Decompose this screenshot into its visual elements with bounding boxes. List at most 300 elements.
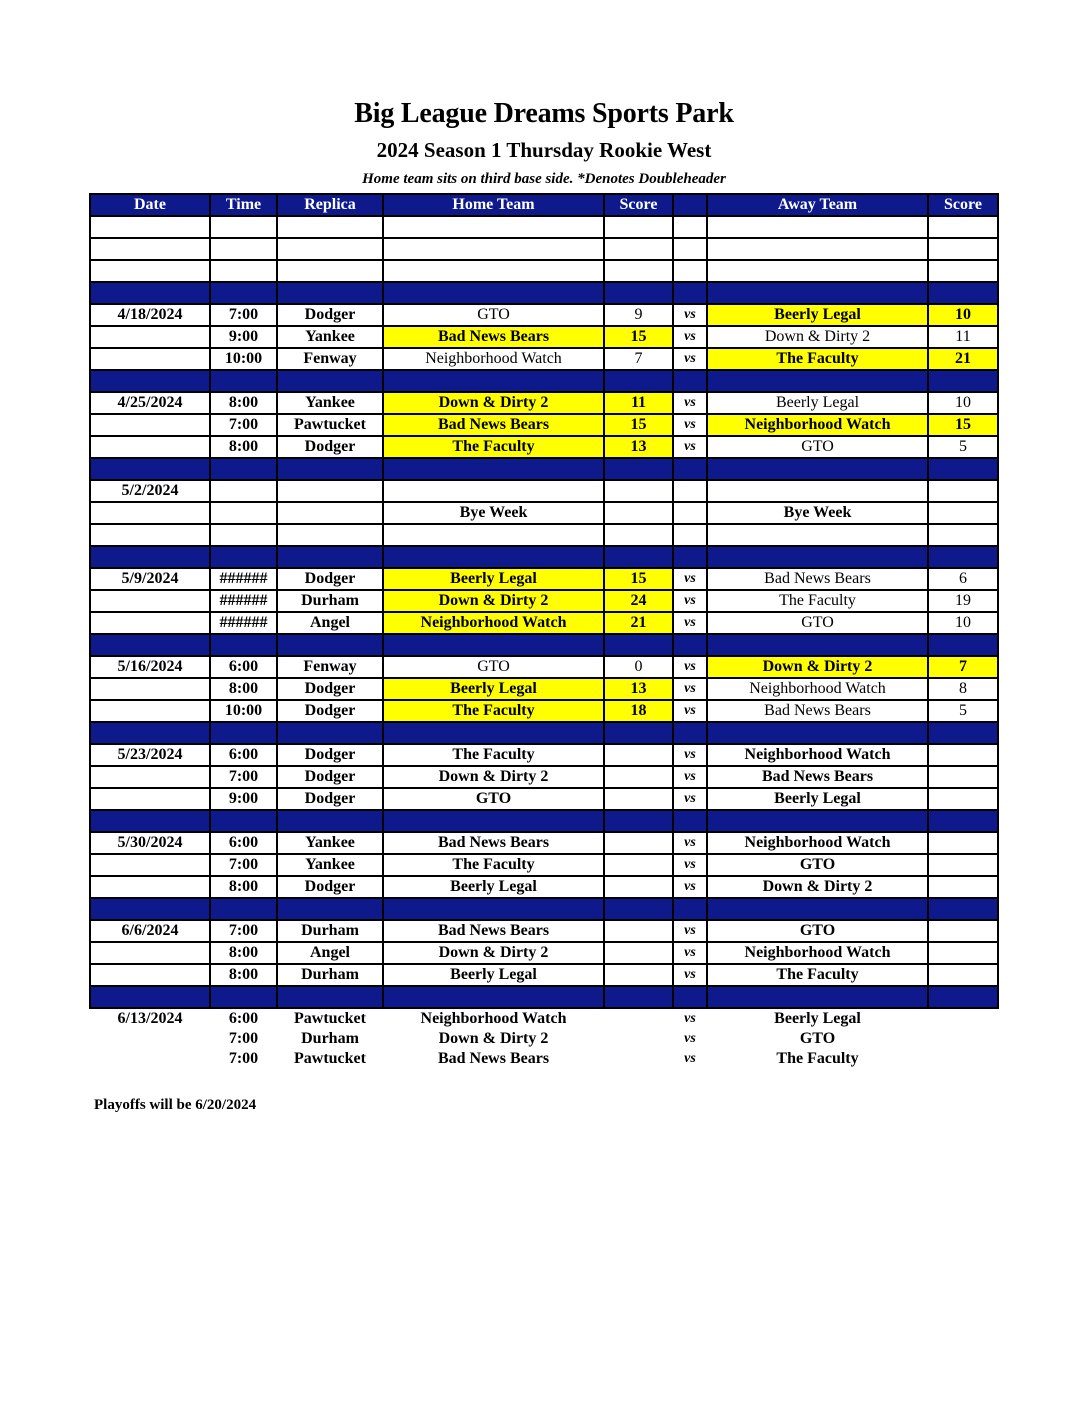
empty-cell xyxy=(707,238,928,260)
date-cell xyxy=(90,590,210,612)
time-cell: 7:00 xyxy=(210,766,277,788)
separator-cell xyxy=(383,722,604,744)
replica-cell: Durham xyxy=(277,920,383,942)
away-score-cell xyxy=(928,1029,998,1049)
col-header-home-team: Home Team xyxy=(383,194,604,216)
separator-cell xyxy=(383,898,604,920)
game-row xyxy=(90,436,998,458)
week-separator-row xyxy=(90,634,998,656)
home-team-cell: The Faculty xyxy=(383,436,604,458)
game-row xyxy=(90,832,998,854)
separator-cell xyxy=(210,458,277,480)
separator-cell xyxy=(383,810,604,832)
vs-cell: vs xyxy=(673,788,707,810)
blank-row xyxy=(90,524,998,546)
week-separator-row xyxy=(90,458,998,480)
away-score-cell: 5 xyxy=(928,700,998,722)
home-score-cell xyxy=(604,788,673,810)
replica-cell: Dodger xyxy=(277,678,383,700)
separator-cell xyxy=(928,810,998,832)
replica-cell: Pawtucket xyxy=(277,414,383,436)
date-cell xyxy=(90,326,210,348)
date-cell: 5/16/2024 xyxy=(90,656,210,678)
empty-cell xyxy=(383,524,604,546)
away-score-cell xyxy=(928,766,998,788)
empty-cell xyxy=(210,216,277,238)
time-cell: 8:00 xyxy=(210,964,277,986)
home-score-cell: 13 xyxy=(604,678,673,700)
away-team-cell: Down & Dirty 2 xyxy=(707,326,928,348)
replica-cell: Durham xyxy=(277,590,383,612)
home-score-cell: 15 xyxy=(604,414,673,436)
time-cell: 6:00 xyxy=(210,744,277,766)
week-separator-row xyxy=(90,370,998,392)
away-score-cell xyxy=(928,920,998,942)
time-cell: 7:00 xyxy=(228,1030,259,1047)
home-score-cell xyxy=(604,854,673,876)
home-score-cell xyxy=(604,920,673,942)
home-team-cell: Bye Week xyxy=(383,502,604,524)
game-row xyxy=(90,678,998,700)
away-score-cell xyxy=(928,832,998,854)
date-cell xyxy=(90,788,210,810)
separator-cell xyxy=(604,458,673,480)
date-cell xyxy=(90,964,210,986)
separator-cell xyxy=(707,546,928,568)
separator-cell xyxy=(928,722,998,744)
away-team-cell: Bad News Bears xyxy=(707,700,928,722)
home-team-cell: Beerly Legal xyxy=(383,876,604,898)
empty-cell xyxy=(707,524,928,546)
game-row xyxy=(90,1029,998,1049)
week-separator-row xyxy=(90,986,998,1008)
empty-cell xyxy=(90,260,210,282)
separator-cell xyxy=(277,282,383,304)
empty-cell xyxy=(928,260,998,282)
away-score-cell: 11 xyxy=(928,326,998,348)
game-row xyxy=(90,304,998,326)
separator-cell xyxy=(673,546,707,568)
away-score-cell xyxy=(928,854,998,876)
empty-cell xyxy=(604,216,673,238)
empty-cell xyxy=(383,216,604,238)
separator-cell xyxy=(277,810,383,832)
col-header-time: Time xyxy=(210,194,277,216)
game-row xyxy=(90,942,998,964)
home-team-cell: GTO xyxy=(383,788,604,810)
home-team-cell: GTO xyxy=(383,304,604,326)
time-cell: 7:00 xyxy=(210,304,277,326)
time-cell: ###### xyxy=(210,568,277,590)
away-team-cell: Down & Dirty 2 xyxy=(707,656,928,678)
game-row xyxy=(90,326,998,348)
home-team-cell: GTO xyxy=(383,656,604,678)
date-cell: 6/13/2024 xyxy=(117,1010,183,1027)
week-separator-row xyxy=(90,722,998,744)
replica-cell: Dodger xyxy=(277,788,383,810)
home-team-cell: Neighborhood Watch xyxy=(383,348,604,370)
home-team-cell: Down & Dirty 2 xyxy=(383,942,604,964)
week-separator-row xyxy=(90,282,998,304)
vs-cell: vs xyxy=(673,436,707,458)
header-note: Home team sits on third base side. *Denotes Doubleheader xyxy=(362,171,726,187)
bye-week-row xyxy=(90,480,998,502)
separator-cell xyxy=(277,986,383,1008)
game-row xyxy=(90,414,998,436)
week-separator-row xyxy=(90,810,998,832)
away-score-cell xyxy=(928,942,998,964)
home-score-cell xyxy=(604,832,673,854)
home-score-cell: 9 xyxy=(604,304,673,326)
separator-cell xyxy=(210,634,277,656)
away-team-cell: Beerly Legal xyxy=(707,392,928,414)
away-score-cell xyxy=(928,788,998,810)
empty-cell xyxy=(604,238,673,260)
separator-cell xyxy=(90,986,210,1008)
separator-cell xyxy=(604,370,673,392)
blank-row xyxy=(90,216,998,238)
away-score-cell: 21 xyxy=(928,348,998,370)
separator-cell xyxy=(673,986,707,1008)
replica-cell: Dodger xyxy=(277,436,383,458)
replica-cell: Fenway xyxy=(277,348,383,370)
date-cell xyxy=(90,942,210,964)
separator-cell xyxy=(928,986,998,1008)
time-cell xyxy=(210,480,277,502)
time-cell: 8:00 xyxy=(210,942,277,964)
home-team-cell: Down & Dirty 2 xyxy=(383,766,604,788)
empty-cell xyxy=(210,238,277,260)
empty-cell xyxy=(928,524,998,546)
vs-cell: vs xyxy=(673,326,707,348)
date-cell: 5/30/2024 xyxy=(90,832,210,854)
separator-cell xyxy=(604,986,673,1008)
blank-row xyxy=(90,260,998,282)
away-team-cell xyxy=(707,480,928,502)
home-team-cell xyxy=(383,480,604,502)
home-score-cell xyxy=(604,766,673,788)
time-cell: 8:00 xyxy=(210,392,277,414)
vs-cell: vs xyxy=(673,392,707,414)
vs-cell: vs xyxy=(684,1051,696,1066)
home-team-cell: Down & Dirty 2 xyxy=(383,590,604,612)
date-cell: 6/6/2024 xyxy=(90,920,210,942)
away-team-cell: The Faculty xyxy=(707,964,928,986)
schedule-body xyxy=(90,216,998,1069)
separator-cell xyxy=(383,634,604,656)
empty-cell xyxy=(928,238,998,260)
away-team-cell: The Faculty xyxy=(776,1050,859,1067)
empty-cell xyxy=(707,260,928,282)
away-score-cell: 10 xyxy=(928,304,998,326)
away-score-cell: 6 xyxy=(928,568,998,590)
schedule-table xyxy=(89,193,999,1069)
vs-cell: vs xyxy=(673,612,707,634)
game-row xyxy=(90,348,998,370)
separator-cell xyxy=(928,458,998,480)
empty-cell xyxy=(673,238,707,260)
date-cell xyxy=(90,876,210,898)
game-row xyxy=(90,700,998,722)
separator-cell xyxy=(210,810,277,832)
separator-cell xyxy=(277,370,383,392)
date-cell: 5/2/2024 xyxy=(90,480,210,502)
time-cell: ###### xyxy=(210,590,277,612)
away-score-cell: 19 xyxy=(928,590,998,612)
replica-cell: Pawtucket xyxy=(294,1010,366,1027)
home-score-cell: 0 xyxy=(604,656,673,678)
time-cell: 10:00 xyxy=(210,700,277,722)
time-cell: 9:00 xyxy=(210,326,277,348)
away-score-cell xyxy=(928,502,998,524)
vs-cell: vs xyxy=(673,304,707,326)
time-cell: 8:00 xyxy=(210,436,277,458)
separator-cell xyxy=(90,370,210,392)
away-team-cell: GTO xyxy=(707,854,928,876)
date-cell xyxy=(90,436,210,458)
empty-cell xyxy=(383,238,604,260)
bye-week-row xyxy=(90,502,998,524)
vs-cell: vs xyxy=(673,590,707,612)
replica-cell: Dodger xyxy=(277,700,383,722)
home-score-cell xyxy=(604,942,673,964)
home-team-cell: Down & Dirty 2 xyxy=(383,392,604,414)
empty-cell xyxy=(673,216,707,238)
separator-cell xyxy=(604,810,673,832)
date-cell: 4/18/2024 xyxy=(90,304,210,326)
col-header-home-score: Score xyxy=(604,194,673,216)
separator-cell xyxy=(210,546,277,568)
home-score-cell xyxy=(604,480,673,502)
col-header-date: Date xyxy=(90,194,210,216)
away-score-cell xyxy=(928,744,998,766)
page-subtitle: 2024 Season 1 Thursday Rookie West xyxy=(376,138,712,162)
replica-cell: Dodger xyxy=(277,766,383,788)
game-row xyxy=(90,788,998,810)
separator-cell xyxy=(707,898,928,920)
home-score-cell: 11 xyxy=(604,392,673,414)
separator-cell xyxy=(673,810,707,832)
away-team-cell: Neighborhood Watch xyxy=(707,414,928,436)
away-score-cell xyxy=(928,876,998,898)
date-cell: 4/25/2024 xyxy=(90,392,210,414)
home-team-cell: Beerly Legal xyxy=(383,964,604,986)
vs-cell: vs xyxy=(673,876,707,898)
home-team-cell: Bad News Bears xyxy=(383,414,604,436)
empty-cell xyxy=(90,216,210,238)
replica-cell: Pawtucket xyxy=(294,1050,366,1067)
game-row xyxy=(90,1008,998,1029)
home-score-cell: 15 xyxy=(604,326,673,348)
home-score-cell: 15 xyxy=(604,568,673,590)
vs-cell: vs xyxy=(673,964,707,986)
away-team-cell: Down & Dirty 2 xyxy=(707,876,928,898)
vs-cell: vs xyxy=(673,920,707,942)
blank-row xyxy=(90,238,998,260)
vs-cell: vs xyxy=(684,1031,696,1046)
away-team-cell: GTO xyxy=(799,1030,836,1047)
separator-cell xyxy=(673,634,707,656)
away-team-cell: The Faculty xyxy=(707,590,928,612)
empty-cell xyxy=(210,260,277,282)
empty-cell xyxy=(928,216,998,238)
separator-cell xyxy=(604,634,673,656)
vs-cell: vs xyxy=(684,1011,696,1026)
vs-cell: vs xyxy=(673,942,707,964)
date-cell xyxy=(90,502,210,524)
separator-cell xyxy=(210,722,277,744)
time-cell: 8:00 xyxy=(210,876,277,898)
home-team-cell: Neighborhood Watch xyxy=(420,1010,567,1027)
empty-cell xyxy=(90,238,210,260)
game-row xyxy=(90,854,998,876)
replica-cell: Yankee xyxy=(277,392,383,414)
separator-cell xyxy=(673,898,707,920)
home-score-cell xyxy=(604,1049,673,1069)
replica-cell xyxy=(277,480,383,502)
separator-cell xyxy=(90,546,210,568)
week-separator-row xyxy=(90,898,998,920)
date-cell: 5/23/2024 xyxy=(90,744,210,766)
game-row xyxy=(90,920,998,942)
col-header-replica: Replica xyxy=(277,194,383,216)
away-team-cell: Beerly Legal xyxy=(774,1010,861,1027)
date-cell xyxy=(90,1029,210,1049)
separator-cell xyxy=(707,986,928,1008)
away-score-cell xyxy=(928,1049,998,1069)
home-score-cell: 24 xyxy=(604,590,673,612)
game-row xyxy=(90,1049,998,1069)
separator-cell xyxy=(90,898,210,920)
game-row xyxy=(90,392,998,414)
away-team-cell: Neighborhood Watch xyxy=(707,942,928,964)
home-score-cell xyxy=(604,964,673,986)
replica-cell: Yankee xyxy=(277,854,383,876)
away-score-cell: 7 xyxy=(928,656,998,678)
game-row xyxy=(90,568,998,590)
separator-cell xyxy=(383,986,604,1008)
empty-cell xyxy=(277,216,383,238)
separator-cell xyxy=(383,458,604,480)
separator-cell xyxy=(90,634,210,656)
col-header-vs xyxy=(673,194,707,216)
replica-cell: Dodger xyxy=(277,568,383,590)
vs-cell: vs xyxy=(673,656,707,678)
separator-cell xyxy=(928,282,998,304)
separator-cell xyxy=(90,282,210,304)
vs-cell: vs xyxy=(673,700,707,722)
home-score-cell: 18 xyxy=(604,700,673,722)
separator-cell xyxy=(383,370,604,392)
vs-cell: vs xyxy=(673,766,707,788)
vs-cell: vs xyxy=(673,744,707,766)
empty-cell xyxy=(277,524,383,546)
separator-cell xyxy=(928,898,998,920)
date-cell xyxy=(90,766,210,788)
game-row xyxy=(90,964,998,986)
home-team-cell: Bad News Bears xyxy=(383,326,604,348)
away-score-cell: 10 xyxy=(928,392,998,414)
away-team-cell: Bad News Bears xyxy=(707,766,928,788)
away-score-cell xyxy=(928,480,998,502)
home-team-cell: The Faculty xyxy=(383,700,604,722)
away-team-cell: GTO xyxy=(707,436,928,458)
home-team-cell: Bad News Bears xyxy=(383,920,604,942)
empty-cell xyxy=(604,524,673,546)
away-score-cell xyxy=(928,964,998,986)
separator-cell xyxy=(928,546,998,568)
game-row xyxy=(90,766,998,788)
time-cell: 7:00 xyxy=(210,414,277,436)
separator-cell xyxy=(707,282,928,304)
empty-cell xyxy=(277,238,383,260)
replica-cell: Fenway xyxy=(277,656,383,678)
vs-cell: vs xyxy=(673,568,707,590)
home-team-cell: Bad News Bears xyxy=(383,832,604,854)
page-title: Big League Dreams Sports Park xyxy=(354,98,734,129)
empty-cell xyxy=(673,524,707,546)
separator-cell xyxy=(673,722,707,744)
time-cell: 10:00 xyxy=(210,348,277,370)
separator-cell xyxy=(277,546,383,568)
away-team-cell: Neighborhood Watch xyxy=(707,678,928,700)
replica-cell: Dodger xyxy=(277,876,383,898)
separator-cell xyxy=(707,634,928,656)
away-score-cell xyxy=(928,1008,998,1029)
separator-cell xyxy=(928,634,998,656)
vs-cell: vs xyxy=(673,854,707,876)
away-score-cell: 10 xyxy=(928,612,998,634)
away-team-cell: Bye Week xyxy=(707,502,928,524)
home-team-cell: The Faculty xyxy=(383,854,604,876)
home-score-cell xyxy=(604,744,673,766)
game-row xyxy=(90,876,998,898)
away-team-cell: Beerly Legal xyxy=(707,304,928,326)
separator-cell xyxy=(210,282,277,304)
vs-cell: vs xyxy=(673,414,707,436)
home-score-cell: 7 xyxy=(604,348,673,370)
away-score-cell: 8 xyxy=(928,678,998,700)
separator-cell xyxy=(210,898,277,920)
separator-cell xyxy=(277,898,383,920)
date-cell: 5/9/2024 xyxy=(90,568,210,590)
date-cell xyxy=(90,348,210,370)
replica-cell: Yankee xyxy=(277,326,383,348)
date-cell xyxy=(90,700,210,722)
separator-cell xyxy=(210,986,277,1008)
empty-cell xyxy=(604,260,673,282)
home-score-cell xyxy=(604,1029,673,1049)
separator-cell xyxy=(604,546,673,568)
date-cell xyxy=(90,1049,210,1069)
vs-cell: vs xyxy=(673,348,707,370)
separator-cell xyxy=(90,722,210,744)
col-header-away-team: Away Team xyxy=(707,194,928,216)
date-cell xyxy=(90,414,210,436)
replica-cell: Yankee xyxy=(277,832,383,854)
away-team-cell: Bad News Bears xyxy=(707,568,928,590)
separator-cell xyxy=(707,810,928,832)
separator-cell xyxy=(277,458,383,480)
home-team-cell: The Faculty xyxy=(383,744,604,766)
vs-cell: vs xyxy=(673,832,707,854)
separator-cell xyxy=(673,370,707,392)
away-team-cell: Neighborhood Watch xyxy=(707,744,928,766)
time-cell: ###### xyxy=(210,612,277,634)
vs-cell: vs xyxy=(673,678,707,700)
home-score-cell xyxy=(604,502,673,524)
separator-cell xyxy=(604,722,673,744)
